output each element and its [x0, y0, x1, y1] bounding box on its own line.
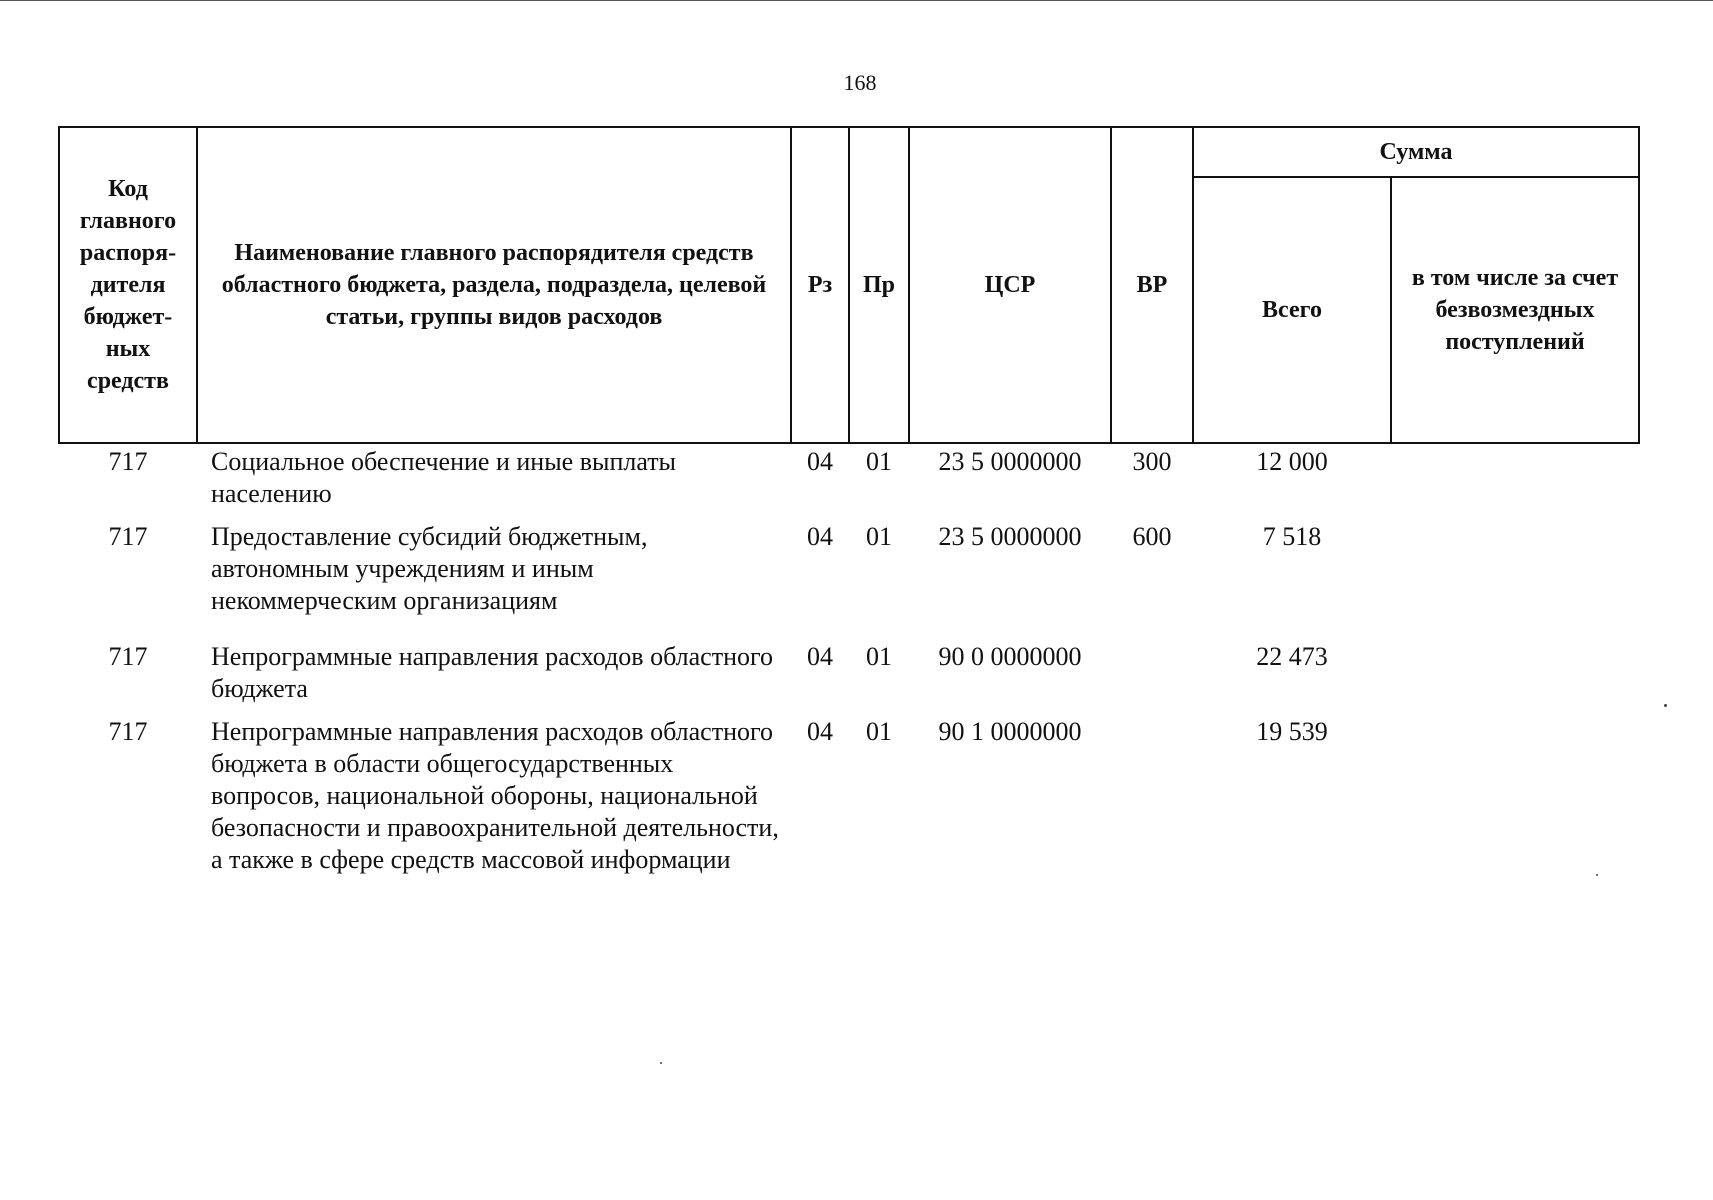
cell-code: 717 [108, 642, 148, 671]
cell-rz: 04 [807, 717, 833, 746]
header-csr: ЦСР [909, 127, 1111, 443]
cell-name: Предоставление субсидий бюджетным, автономным учреждениям и иным некоммерческим организациям [211, 522, 648, 615]
table-row [59, 705, 1639, 876]
cell-vr [1111, 705, 1193, 876]
cell-name: Непрограммные направления расходов областного бюджета в области общегосударственных вопросов, национальной обороны, национальной безопасности и правоохранительной деятельности, а также в сфере средств массовой информации [211, 717, 779, 874]
cell-code: 717 [108, 717, 148, 746]
cell-total: 19 539 [1256, 717, 1328, 746]
cell-code: 717 [108, 447, 148, 476]
cell-pr: 01 [866, 717, 892, 746]
cell-pr: 01 [866, 642, 892, 671]
header-sum: Сумма [1193, 127, 1639, 177]
cell-csr: 23 5 0000000 [938, 447, 1082, 476]
table-row [59, 510, 1639, 617]
page-number: 168 [843, 70, 877, 95]
scan-top-edge [0, 0, 1713, 1]
cell-csr: 23 5 0000000 [938, 522, 1082, 551]
header-code: Код главного распоря-дителя бюджет-ных средств [59, 127, 197, 443]
cell-rz: 04 [807, 642, 833, 671]
header-name: Наименование главного распорядителя средств областного бюджета, раздела, подраздела, целевой статьи, группы видов расходов [197, 127, 791, 443]
cell-vr [1111, 617, 1193, 705]
cell-total: 22 473 [1256, 642, 1328, 671]
cell-name: Социальное обеспечение и иные выплаты населению [211, 447, 677, 508]
cell-incl [1391, 705, 1639, 876]
table-row [59, 443, 1639, 510]
cell-csr: 90 1 0000000 [938, 717, 1082, 746]
cell-incl [1391, 617, 1639, 705]
scan-speck [1664, 704, 1667, 707]
cell-incl [1391, 443, 1639, 510]
cell-code: 717 [108, 522, 148, 551]
header-incl: в том числе за счет безвозмездных поступлений [1391, 177, 1639, 443]
scan-speck [1596, 874, 1598, 876]
cell-rz: 04 [807, 522, 833, 551]
cell-name: Непрограммные направления расходов областного бюджета [211, 642, 773, 703]
cell-vr: 600 [1132, 522, 1172, 551]
scan-speck [660, 1062, 662, 1064]
table-header [59, 127, 1639, 443]
header-pr: Пр [849, 127, 909, 443]
cell-pr: 01 [866, 522, 892, 551]
header-vr: ВР [1111, 127, 1193, 443]
cell-pr: 01 [866, 447, 892, 476]
cell-incl [1391, 510, 1639, 617]
budget-table [58, 126, 1640, 876]
cell-vr: 300 [1132, 447, 1172, 476]
cell-csr: 90 0 0000000 [938, 642, 1082, 671]
table-body [59, 443, 1639, 876]
table-row [59, 617, 1639, 705]
cell-total: 12 000 [1256, 447, 1328, 476]
cell-total: 7 518 [1262, 522, 1322, 551]
header-rz: Рз [791, 127, 849, 443]
cell-rz: 04 [807, 447, 833, 476]
header-total: Всего [1193, 177, 1391, 443]
